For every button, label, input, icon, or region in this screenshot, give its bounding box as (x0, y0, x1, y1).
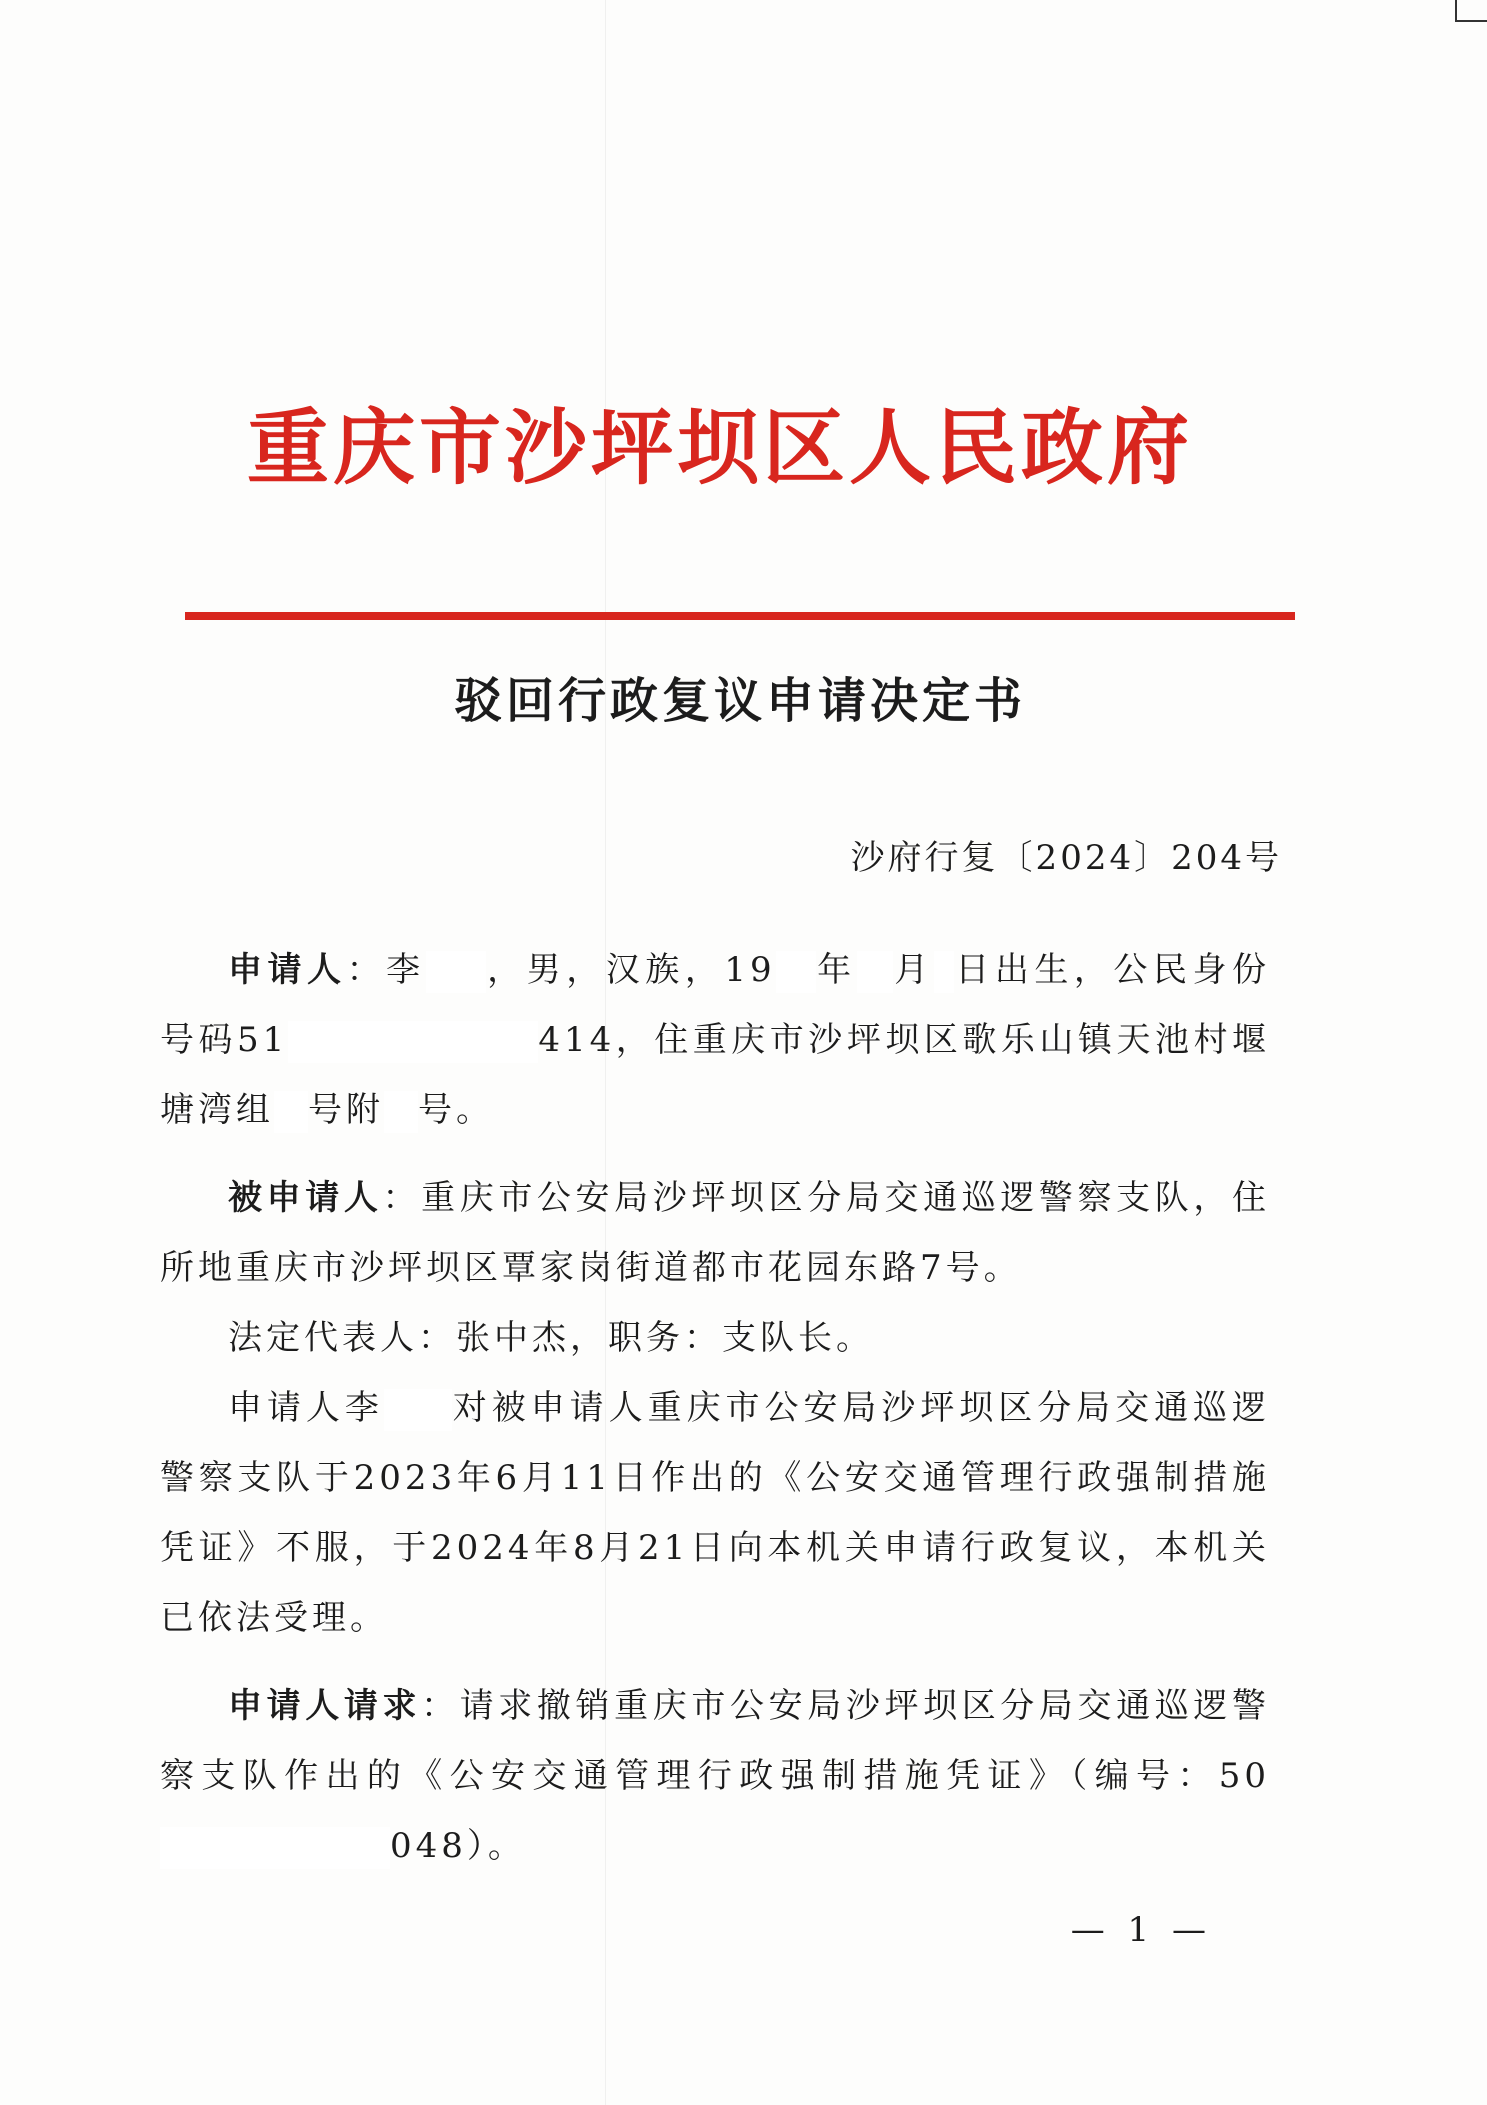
redaction (384, 1389, 452, 1431)
respondent-label: 被申请人 (228, 1178, 383, 1218)
redaction (274, 1091, 308, 1133)
legal-representative: 法定代表人：张中杰，职务：支队长。 (228, 1318, 874, 1358)
document-body (160, 935, 1270, 1881)
redaction (857, 951, 893, 993)
redaction (934, 951, 954, 993)
redaction (384, 1091, 418, 1133)
applicant-label: 申请人 (228, 950, 347, 990)
request-label: 申请人请求 (228, 1686, 422, 1726)
corner-mark (1455, 0, 1487, 22)
redaction (776, 951, 816, 993)
redaction (288, 1021, 538, 1063)
case-summary-paragraph: 申请人李 对被申请人重庆市公安局沙坪坝区分局交通巡逻警察支队于2023年6月11日作出的《公安交通管理行政强制措施凭证》不服，于2024年8月21日向本机关申请行政复议，本机关已依法受理。 (160, 1388, 1271, 1638)
document-number: 沙府行复〔2024〕204号 (850, 838, 1282, 878)
bleed-through-background (215, 300, 1255, 366)
request-paragraph: 申请人请求：请求撤销重庆市公安局沙坪坝区分局交通巡逻警察支队作出的《公安交通管理行政强制措施凭证》（编号：50048）。 (160, 1671, 1270, 1881)
document-title: 驳回行政复议申请决定书 (453, 673, 1026, 729)
red-header-rule (185, 612, 1295, 620)
page-number: — 1 — (1070, 1910, 1212, 1950)
redaction (160, 1827, 390, 1869)
redaction (426, 951, 486, 993)
applicant-paragraph: 申请人：李 ，男，汉族，19 年 月 日出生，公民身份号码51 414，住重庆市沙坪坝区歌乐山镇天池村堰塘湾组 号附 号。 (160, 935, 1270, 1145)
respondent-paragraph: 被申请人：重庆市公安局沙坪坝区分局交通巡逻警察支队，住所地重庆市沙坪坝区覃家岗街道都市花园东路7号。 (160, 1178, 1271, 1288)
issuing-authority-title: 重庆市沙坪坝区人民政府 (246, 400, 1193, 496)
